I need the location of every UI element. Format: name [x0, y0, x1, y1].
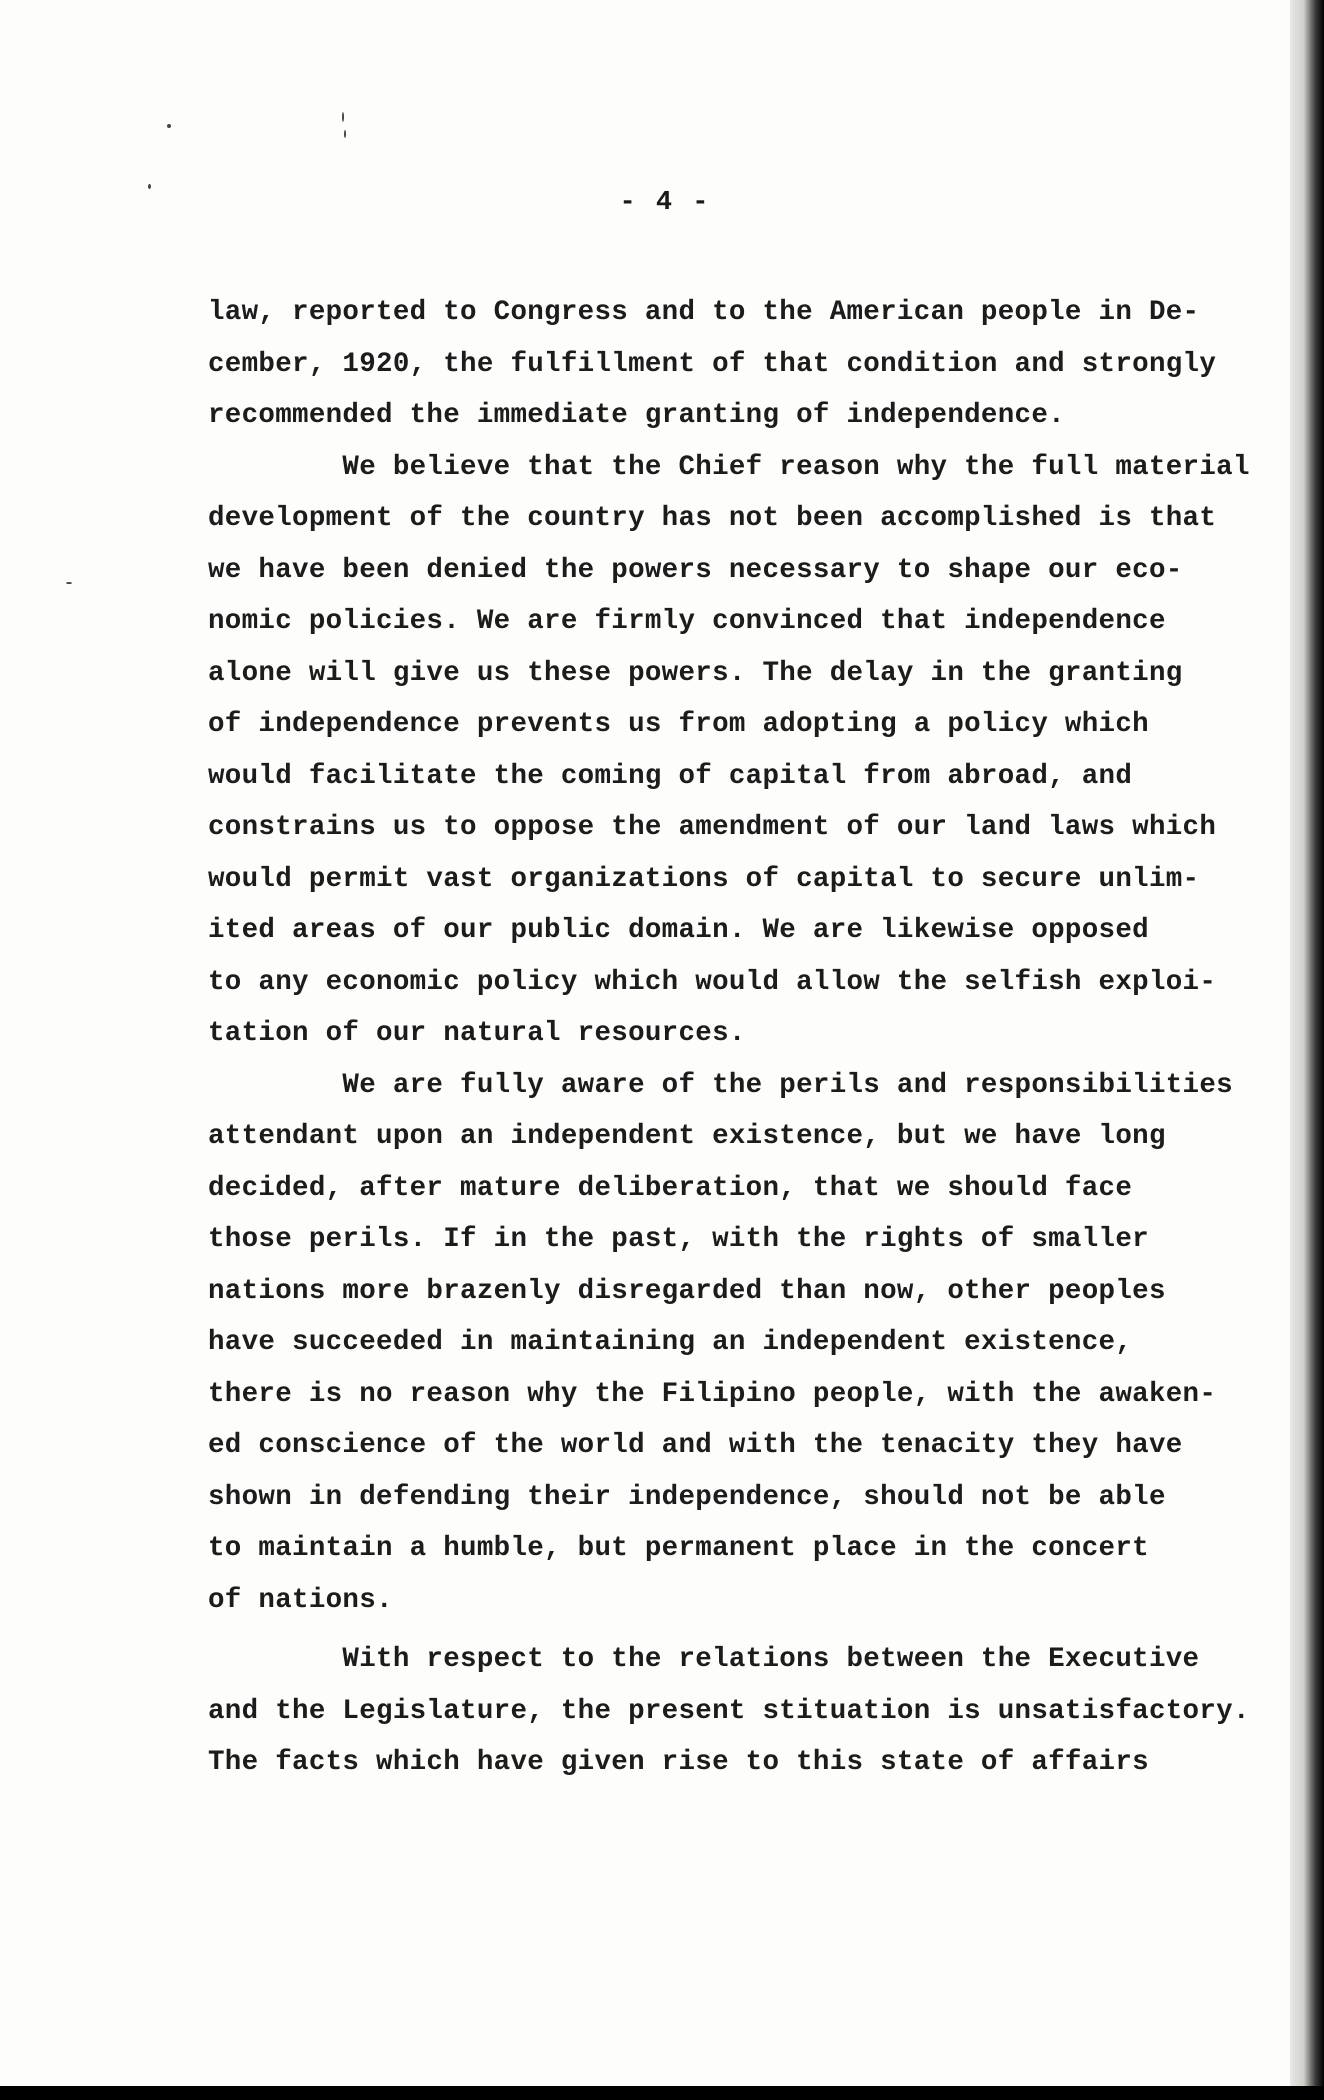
- text-line: would facilitate the coming of capital from abroad, and: [208, 760, 1133, 792]
- text-line: of independence prevents us from adopting a policy which: [208, 709, 1149, 740]
- text-line: to any economic policy which would allow the selfish exploi-: [208, 966, 1217, 998]
- text-line: to maintain a humble, but permanent place in the concert: [208, 1533, 1149, 1564]
- scan-speck: [148, 184, 151, 189]
- body-text: [208, 287, 1250, 1789]
- text-line: alone will give us these powers. The delay in the granting: [208, 657, 1183, 689]
- text-line: recommended the immediate granting of independence.: [208, 400, 1065, 431]
- text-line: have succeeded in maintaining an independent existence,: [208, 1327, 1133, 1358]
- text-line: law, reported to Congress and to the American people in De-: [208, 297, 1200, 328]
- text-line: tation of our natural resources.: [208, 1018, 746, 1049]
- text-line: those perils. If in the past, with the rights of smaller: [208, 1224, 1149, 1255]
- scan-edge-bottom: [0, 2086, 1324, 2100]
- text-line: We believe that the Chief reason why the full material: [208, 451, 1250, 483]
- text-line: ited areas of our public domain. We are likewise opposed: [208, 915, 1149, 946]
- text-line: attendant upon an independent existence, but we have long: [208, 1121, 1166, 1152]
- scan-speck: [342, 112, 344, 122]
- text-line: We are fully aware of the perils and responsibilities: [208, 1069, 1233, 1101]
- text-line: and the Legislature, the present stituation is unsatisfactory.: [208, 1695, 1250, 1727]
- text-line: would permit vast organizations of capital to secure unlim-: [208, 863, 1200, 895]
- text-line: cember, 1920, the fulfillment of that condition and strongly: [208, 348, 1217, 380]
- text-line: The facts which have given rise to this state of affairs: [208, 1747, 1149, 1778]
- text-line: nomic policies. We are firmly convinced that independence: [208, 606, 1166, 637]
- text-line: With respect to the relations between the Executive: [208, 1644, 1200, 1675]
- scan-edge-right: [1290, 0, 1324, 2100]
- scan-speck: [344, 130, 346, 138]
- text-line: ed conscience of the world and with the tenacity they have: [208, 1430, 1183, 1461]
- text-line: decided, after mature deliberation, that we should face: [208, 1172, 1133, 1204]
- text-line: nations more brazenly disregarded than now, other peoples: [208, 1275, 1166, 1307]
- paragraph-gap: [208, 1626, 1168, 1634]
- text-line: we have been denied the powers necessary to shape our eco-: [208, 554, 1183, 586]
- text-line: there is no reason why the Filipino people, with the awaken-: [208, 1378, 1217, 1410]
- text-line: constrains us to oppose the amendment of our land laws which: [208, 812, 1217, 843]
- scan-speck: [66, 582, 72, 584]
- text-line: development of the country has not been accomplished is that: [208, 503, 1217, 534]
- scan-speck: [167, 124, 171, 128]
- page-number: - 4 -: [619, 188, 711, 218]
- text-line: of nations.: [208, 1584, 393, 1616]
- text-line: shown in defending their independence, should not be able: [208, 1481, 1166, 1513]
